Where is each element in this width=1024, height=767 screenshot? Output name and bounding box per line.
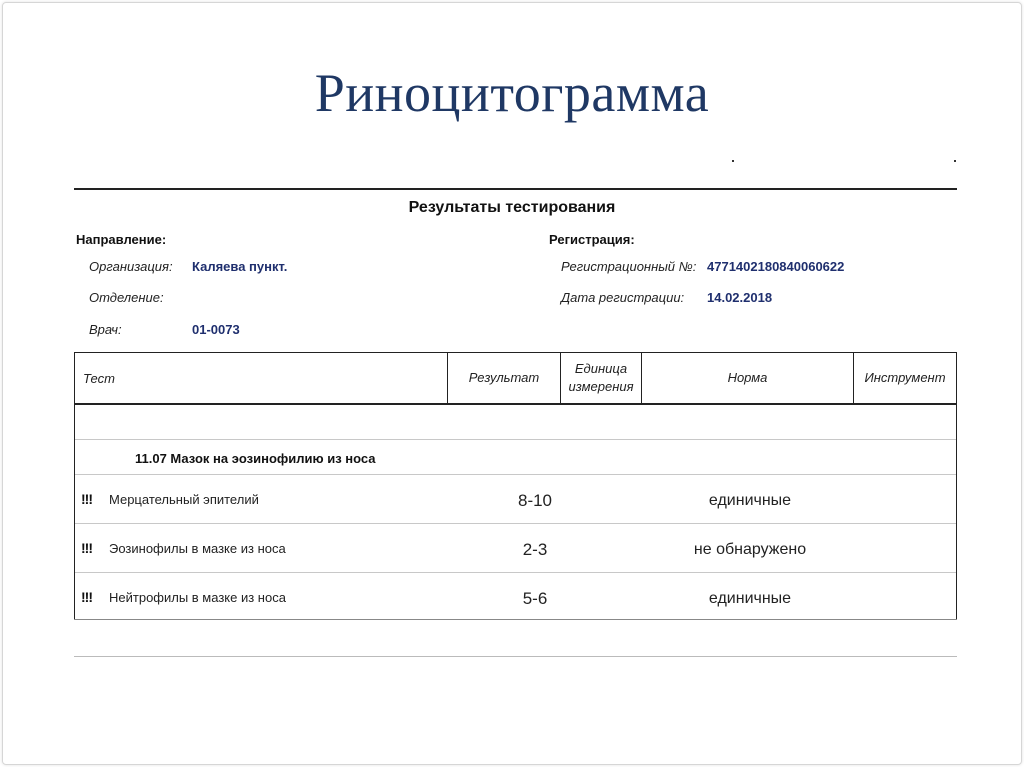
slide-title: Риноцитограмма bbox=[314, 63, 710, 123]
test-group-title: 11.07 Мазок на эозинофилию из носа bbox=[135, 451, 376, 466]
row-divider bbox=[75, 474, 956, 475]
row-result: 8-10 bbox=[517, 491, 553, 510]
column-unit bbox=[561, 353, 641, 403]
registration-number-label: Регистрационный №: bbox=[561, 259, 697, 274]
row-divider bbox=[75, 439, 956, 440]
column-norm: Норма bbox=[727, 370, 768, 385]
row-test-name: Нейтрофилы в мазке из носа bbox=[109, 590, 286, 605]
row-flag: !!! bbox=[81, 540, 92, 556]
direction-heading: Направление: bbox=[76, 232, 167, 247]
column-test: Тест bbox=[83, 370, 115, 386]
doctor-value: 01-0073 bbox=[192, 322, 240, 337]
registration-date-value: 14.02.2018 bbox=[707, 290, 773, 305]
department-label: Отделение: bbox=[89, 290, 164, 305]
row-result: 5-6 bbox=[522, 589, 548, 608]
decorative-dot bbox=[732, 160, 734, 162]
results-table-body bbox=[74, 404, 957, 620]
results-table-header bbox=[74, 352, 957, 405]
row-flag: !!! bbox=[81, 491, 92, 507]
report-top-rule bbox=[74, 188, 957, 190]
column-unit-line1: Единица bbox=[574, 361, 628, 376]
column-result: Результат bbox=[468, 370, 540, 385]
row-norm: единичные bbox=[708, 590, 792, 607]
row-flag: !!! bbox=[81, 589, 92, 605]
row-norm: не обнаружено bbox=[693, 541, 807, 558]
row-divider bbox=[75, 572, 956, 573]
decorative-dot bbox=[954, 160, 956, 162]
organization-value: Каляева пункт. bbox=[192, 259, 288, 274]
registration-date-label: Дата регистрации: bbox=[561, 290, 685, 305]
row-result: 2-3 bbox=[522, 540, 548, 559]
column-unit-line2: измерения bbox=[568, 379, 634, 394]
row-divider bbox=[75, 523, 956, 524]
row-test-name: Мерцательный эпителий bbox=[109, 492, 259, 507]
organization-label: Организация: bbox=[89, 259, 173, 274]
registration-number-value: 4771402180840060622 bbox=[707, 259, 845, 274]
column-instrument: Инструмент bbox=[864, 370, 946, 385]
table-bottom-rule bbox=[74, 619, 957, 620]
row-norm: единичные bbox=[708, 492, 792, 509]
registration-heading: Регистрация: bbox=[549, 232, 635, 247]
row-test-name: Эозинофилы в мазке из носа bbox=[109, 541, 286, 556]
report-title: Результаты тестирования bbox=[408, 199, 616, 216]
footer-rule bbox=[74, 656, 957, 657]
doctor-label: Врач: bbox=[89, 322, 122, 337]
